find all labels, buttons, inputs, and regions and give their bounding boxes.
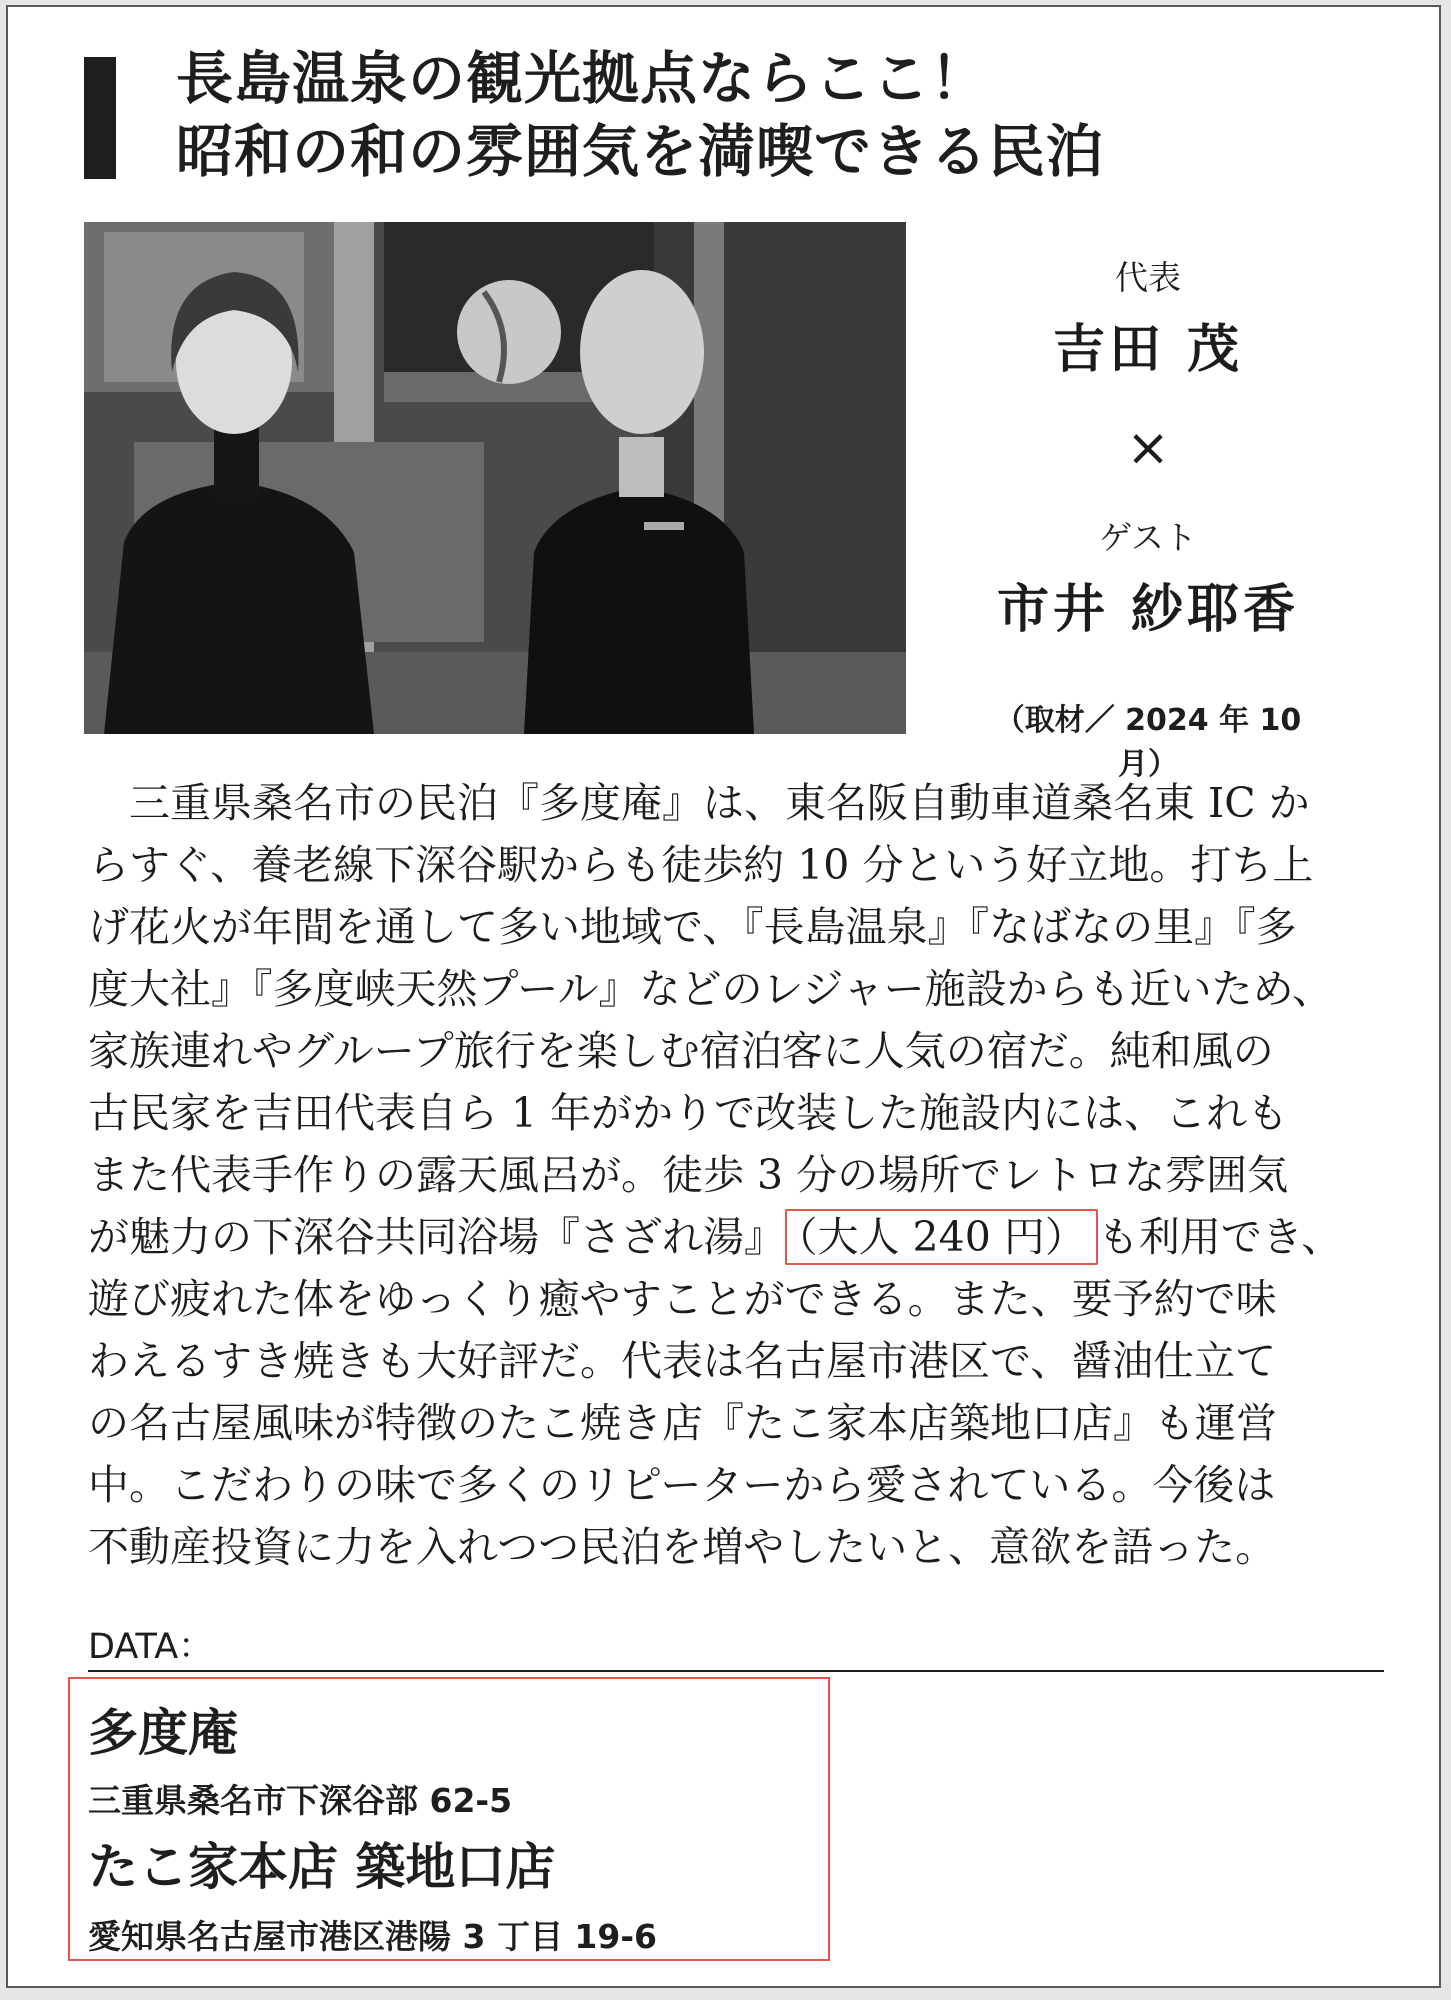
data-divider (88, 1670, 1384, 1672)
article-page (6, 5, 1441, 1988)
data-label: DATA： (88, 1627, 214, 1667)
shop1-address: 三重県桑名市下深谷部 62-5 (88, 1781, 513, 1820)
body-line: 遊び疲れた体をゆっくり癒やすことができる。また、要予約で味 (88, 1275, 1277, 1323)
interview-date: （取材／ 2024 年 10 月） (994, 703, 1302, 782)
host-name: 吉田 茂 (1052, 319, 1244, 380)
body-line-highlighted (88, 1206, 1388, 1268)
body-line: らすぐ、養老線下深谷駅からも徒歩約 10 分という好立地。打ち上 (88, 841, 1314, 889)
interview-credits (948, 252, 1348, 642)
article-title (176, 43, 1104, 189)
body-line: 三重県桑名市の民泊『多度庵』は、東名阪自動車道桑名東 IC か (88, 779, 1310, 827)
cross-separator: × (1126, 418, 1170, 478)
title-line-2: 昭和の和の雰囲気を満喫できる民泊 (176, 119, 1104, 185)
title-accent-bar (84, 57, 116, 179)
body-line: また代表手作りの露天風呂が。徒歩 3 分の場所でレトロな雰囲気 (88, 1151, 1289, 1199)
body-line: 不動産投資に力を入れつつ民泊を増やしたいと、意欲を語った。 (88, 1523, 1277, 1571)
photo-illustration (84, 222, 906, 734)
body-line: の名古屋風味が特徴のたこ焼き店『たこ家本店築地口店』も運営 (88, 1399, 1277, 1447)
article-body (88, 772, 1388, 1578)
body-line: 中。こだわりの味で多くのリピーターから愛されている。今後は (88, 1461, 1276, 1509)
body-line: げ花火が年間を通して多い地域で、『長島温泉』『なばなの里』『多 (88, 903, 1297, 951)
guest-role: ゲスト (1099, 518, 1197, 557)
shop2-name: たこ家本店 築地口店 (88, 1838, 556, 1896)
body-line: 家族連れやグループ旅行を楽しむ宿泊客に人気の宿だ。純和風の (88, 1027, 1274, 1075)
body-line: わえるすき焼きも大好評だ。代表は名古屋市港区で、醤油仕立て (88, 1337, 1277, 1385)
shop-info-box (68, 1677, 830, 1961)
shop2-address: 愛知県名古屋市港区港陽 3 丁目 19-6 (88, 1917, 658, 1956)
shop1-name: 多度庵 (88, 1704, 238, 1762)
body-line: 度大社』『多度峡天然プール』などのレジャー施設からも近いため、 (88, 965, 1333, 1013)
interview-photo (84, 222, 906, 734)
body-line-8-after: も利用でき、 (1097, 1213, 1343, 1261)
body-line-8-before: が魅力の下深谷共同浴場『さざれ湯』 (88, 1213, 785, 1261)
guest-name: 市井 紗耶香 (996, 579, 1300, 640)
price-highlight: （大人 240 円） (785, 1209, 1098, 1265)
body-line: 古民家を吉田代表自ら 1 年がかりで改装した施設内には、これも (88, 1089, 1289, 1137)
title-line-1: 長島温泉の観光拠点ならここ！ (176, 46, 988, 112)
host-role: 代表 (1115, 258, 1181, 297)
